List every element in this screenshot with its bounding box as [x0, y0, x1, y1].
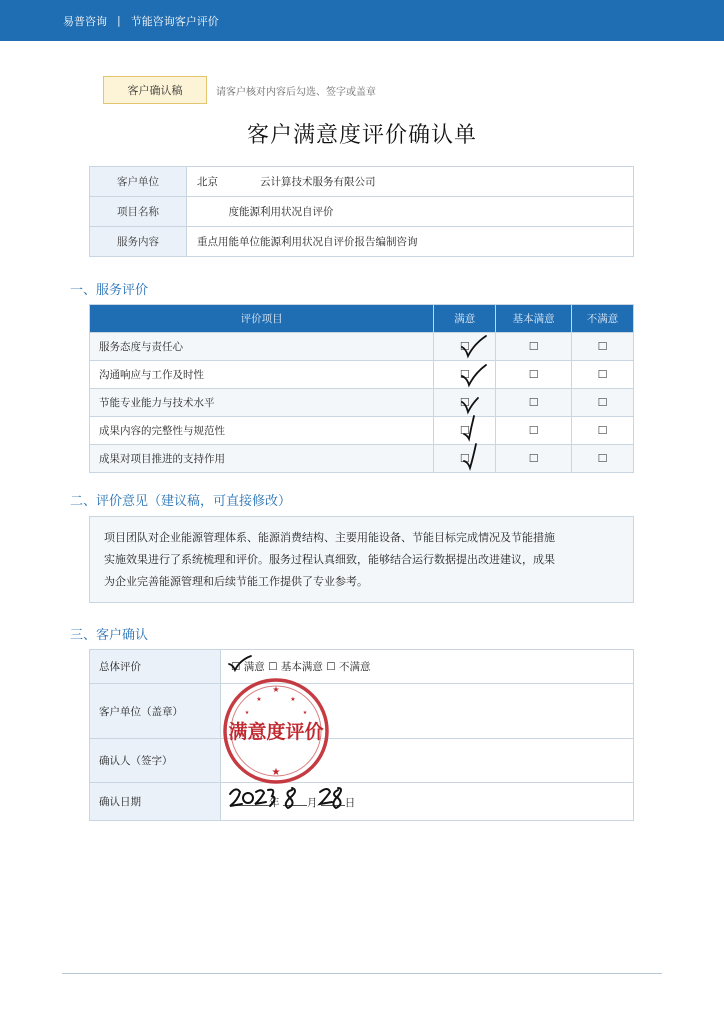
info-value[interactable]: 重点用能单位能源利用状况自评价报告编制咨询 [187, 227, 634, 257]
checkbox-icon[interactable]: ☐ [434, 417, 496, 445]
column-header: 满意 [434, 305, 496, 333]
checkbox-icon[interactable]: ☐ [572, 361, 634, 389]
evaluation-item: 成果内容的完整性与规范性 [90, 417, 434, 445]
footer-divider [62, 973, 662, 974]
evaluation-item: 成果对项目推进的支持作用 [90, 445, 434, 473]
evaluation-item: 节能专业能力与技术水平 [90, 389, 434, 417]
month-suffix: 月 [306, 797, 318, 809]
table-row [90, 389, 634, 417]
checkbox-icon[interactable]: ☐ [434, 445, 496, 473]
brand-name: 易普咨询 [63, 14, 107, 28]
info-label: 服务内容 [90, 227, 187, 257]
header-title: 节能咨询客户评价 [130, 14, 219, 28]
column-header: 评价项目 [90, 305, 434, 333]
checkmark-handwritten-icon [460, 336, 490, 358]
checkbox-icon[interactable]: ☐ [496, 389, 572, 417]
section-heading-confirm: 三、客户确认 [70, 628, 149, 643]
info-value[interactable]: 北京 云计算技术服务有限公司 [187, 167, 634, 197]
section-heading-service: 一、服务评价 [70, 283, 149, 298]
column-header: 基本满意 [496, 305, 572, 333]
opinion-textbox[interactable] [89, 516, 634, 603]
checkmark-handwritten-icon [460, 364, 490, 386]
opinion-line: 实施效果进行了系统梳理和评价。服务过程认真细致，能够结合运行数据提出改进建议，成果 [104, 553, 555, 566]
checkbox-icon[interactable]: ☐ [496, 361, 572, 389]
checkbox-icon[interactable]: ☐ [434, 361, 496, 389]
document-title: 客户满意度评价确认单 [246, 123, 477, 148]
info-row [90, 227, 634, 257]
info-row [90, 167, 634, 197]
checkmark-handwritten-icon [227, 654, 253, 674]
svg-text:★: ★ [272, 685, 280, 694]
column-header: 不满意 [572, 305, 634, 333]
svg-text:★: ★ [302, 710, 308, 716]
opinion-line: 项目团队对企业能源管理体系、能源消费结构、主要用能设备、节能目标完成情况及节能措施 [104, 531, 555, 544]
checkbox-icon[interactable]: ☐ [434, 389, 496, 417]
svg-text:★: ★ [244, 710, 250, 716]
table-header-row [90, 305, 634, 333]
option-unsatisfied[interactable]: ☐ 不满意 [326, 661, 371, 673]
stamp-label: 客户单位（盖章） [90, 684, 221, 739]
info-label: 项目名称 [90, 197, 187, 227]
handwritten-date [226, 784, 366, 814]
top-banner [0, 0, 724, 41]
checkbox-icon[interactable]: ☐ [572, 417, 634, 445]
option-satisfied[interactable]: ☐ 满意 [231, 661, 265, 673]
confirm-row [90, 650, 634, 684]
confirm-row [90, 739, 634, 783]
stamp-text: 满意度评价 [228, 721, 324, 743]
svg-text:★: ★ [290, 696, 296, 703]
info-label: 客户单位 [90, 167, 187, 197]
checkbox-icon[interactable]: ☐ [496, 445, 572, 473]
svg-text:★: ★ [271, 767, 281, 778]
checkbox-icon[interactable]: ☐ [572, 333, 634, 361]
table-row [90, 333, 634, 361]
signer-label: 确认人（签字） [90, 739, 221, 783]
year-suffix: 年 [269, 797, 280, 809]
info-row [90, 197, 634, 227]
checkbox-icon[interactable]: ☐ [572, 445, 634, 473]
checkmark-handwritten-icon [460, 420, 490, 442]
table-row [90, 445, 634, 473]
checkbox-icon[interactable]: ☐ [496, 417, 572, 445]
checkmark-handwritten-icon [460, 448, 490, 470]
overall-label: 总体评价 [90, 650, 221, 684]
stamp-icon [219, 677, 333, 787]
table-row [90, 417, 634, 445]
evaluation-item: 沟通响应与工作及时性 [90, 361, 434, 389]
info-value[interactable]: 度能源利用状况自评价 [187, 197, 634, 227]
section-heading-opinion: 二、评价意见（建议稿，可直接修改） [70, 494, 292, 509]
draft-note: 请客户核对内容后勾选、签字或盖章 [216, 87, 376, 98]
evaluation-item: 服务态度与责任心 [90, 333, 434, 361]
day-suffix: 日 [344, 797, 356, 809]
checkbox-icon[interactable]: ☐ [572, 389, 634, 417]
option-basic-satisfied[interactable]: ☐ 基本满意 [268, 661, 323, 673]
confirm-row [90, 684, 634, 739]
opinion-line: 为企业完善能源管理和后续节能工作提供了专业参考。 [104, 575, 368, 588]
checkmark-handwritten-icon [460, 392, 490, 414]
draft-tag: 客户确认稿 [103, 76, 207, 104]
header-divider: | [117, 14, 121, 27]
project-info-table [89, 166, 634, 257]
checkbox-icon[interactable]: ☐ [434, 333, 496, 361]
checkbox-icon[interactable]: ☐ [496, 333, 572, 361]
service-evaluation-table [89, 304, 634, 473]
table-row [90, 361, 634, 389]
svg-text:★: ★ [256, 696, 262, 703]
date-label: 确认日期 [90, 783, 221, 821]
